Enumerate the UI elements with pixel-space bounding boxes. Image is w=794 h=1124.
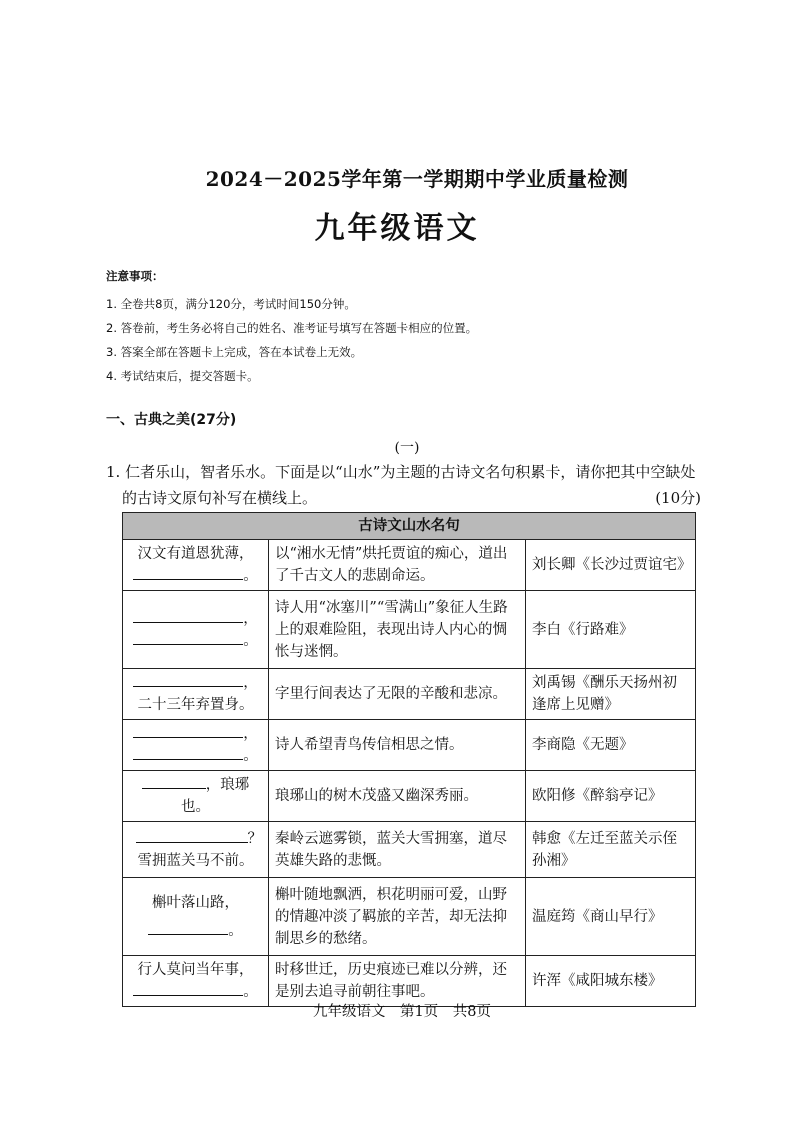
verse-punct: ，: [243, 726, 258, 742]
question-text-line1: 1. 仁者乐山，智者乐水。下面是以“山水”为主题的古诗文名句积累卡，请你把其中空缺处: [106, 463, 696, 481]
question-text-line2: 的古诗文原句补写在横线上。: [122, 489, 318, 507]
verse-cell: [123, 822, 269, 878]
notice-item: 4. 考试结束后，提交答题卡。: [106, 369, 259, 383]
desc-cell: 槲叶随地飘洒，枳花明丽可爱，山野的情趣冲淡了羁旅的辛苦，却无法抑制思乡的愁绪。: [269, 878, 526, 956]
verse-text: 行人莫问当年事，: [137, 962, 254, 978]
table-row: [123, 720, 696, 771]
verse-cell: [123, 956, 269, 1007]
answer-blank[interactable]: [133, 565, 243, 580]
exam-subject: 九年级语文: [314, 211, 480, 246]
notice-item: 2. 答卷前，考生务必将自己的姓名、准考证号填写在答题卡相应的位置。: [106, 321, 478, 335]
answer-blank[interactable]: [133, 672, 243, 687]
verse-punct: ，: [243, 675, 258, 691]
source-cell: 刘禹锡《酬乐天扬州初逢席上见赠》: [526, 669, 696, 720]
notice-item: 1. 全卷共8页，满分120分，考试时间150分钟。: [106, 297, 356, 311]
desc-cell: 时移世迁，历史痕迹已难以分辨，还是别去追寻前朝往事吧。: [269, 956, 526, 1007]
verse-punct: 。: [228, 922, 243, 939]
source-cell: 欧阳修《醉翁亭记》: [526, 771, 696, 822]
source-cell: 李商隐《无题》: [526, 720, 696, 771]
verse-cell: [123, 669, 269, 720]
verse-cell: [123, 720, 269, 771]
table-row: [123, 771, 696, 822]
answer-blank[interactable]: [133, 745, 243, 760]
table-row: [123, 956, 696, 1007]
source-cell: 李白《行路难》: [526, 591, 696, 669]
verse-punct: 。: [243, 568, 258, 584]
verse-punct: 。: [243, 632, 258, 649]
question-score: (10分): [655, 489, 701, 507]
table-row: [123, 822, 696, 878]
table-row: [123, 591, 696, 669]
verse-text: 汉文有道恩犹薄，: [137, 546, 254, 562]
verse-cell: [123, 771, 269, 822]
table-row: [123, 540, 696, 591]
table-row: [123, 669, 696, 720]
notice-block: [106, 268, 706, 388]
source-cell: 韩愈《左迁至蓝关示侄孙湘》: [526, 822, 696, 878]
verse-punct: 。: [243, 748, 258, 764]
source-cell: 刘长卿《长沙过贾谊宅》: [526, 540, 696, 591]
verse-text: 槲叶落山路，: [152, 894, 239, 911]
verse-cell: [123, 591, 269, 669]
desc-cell: 字里行间表达了无限的辛酸和悲凉。: [269, 669, 526, 720]
answer-blank[interactable]: [142, 774, 206, 789]
verse-punct: ，琅琊也。: [181, 777, 250, 815]
verse-cell: [123, 878, 269, 956]
verse-punct: ？: [247, 830, 262, 847]
source-cell: 许浑《咸阳城东楼》: [526, 956, 696, 1007]
table-row: [123, 878, 696, 956]
answer-blank[interactable]: [136, 828, 248, 843]
verse-text: 二十三年弃置身。: [137, 697, 254, 713]
exam-title: 2024－2025学年第一学期期中学业质量检测: [205, 167, 629, 191]
verse-punct: ，: [243, 610, 258, 627]
desc-cell: 琅琊山的树木茂盛又幽深秀丽。: [269, 771, 526, 822]
part-label: (一): [394, 440, 420, 456]
source-cell: 温庭筠《商山早行》: [526, 878, 696, 956]
page-footer: 九年级语文 第1页 共8页: [313, 1004, 491, 1020]
question-1: [106, 459, 701, 511]
section-heading: 一、古典之美(27分): [106, 412, 237, 428]
notice-item: 3. 答案全部在答题卡上完成，答在本试卷上无效。: [106, 345, 363, 359]
desc-cell: 诗人希望青鸟传信相思之情。: [269, 720, 526, 771]
notice-heading: 注意事项：: [106, 269, 164, 283]
answer-blank[interactable]: [133, 723, 243, 738]
desc-cell: 以“湘水无情”烘托贾谊的痴心，道出了千古文人的悲剧命运。: [269, 540, 526, 591]
desc-cell: 诗人用“冰塞川”“雪满山”象征人生路上的艰难险阻，表现出诗人内心的惆怅与迷惘。: [269, 591, 526, 669]
answer-blank[interactable]: [148, 920, 228, 935]
verse-text: 雪拥蓝关马不前。: [137, 852, 254, 869]
answer-blank[interactable]: [133, 630, 243, 645]
answer-blank[interactable]: [133, 608, 243, 623]
answer-blank[interactable]: [133, 981, 243, 996]
verse-punct: 。: [243, 984, 258, 1000]
table-header: 古诗文山水名句: [123, 513, 696, 540]
desc-cell: 秦岭云遮雾锁，蓝关大雪拥塞，道尽英雄失路的悲慨。: [269, 822, 526, 878]
poem-table: [122, 512, 696, 1007]
verse-cell: [123, 540, 269, 591]
